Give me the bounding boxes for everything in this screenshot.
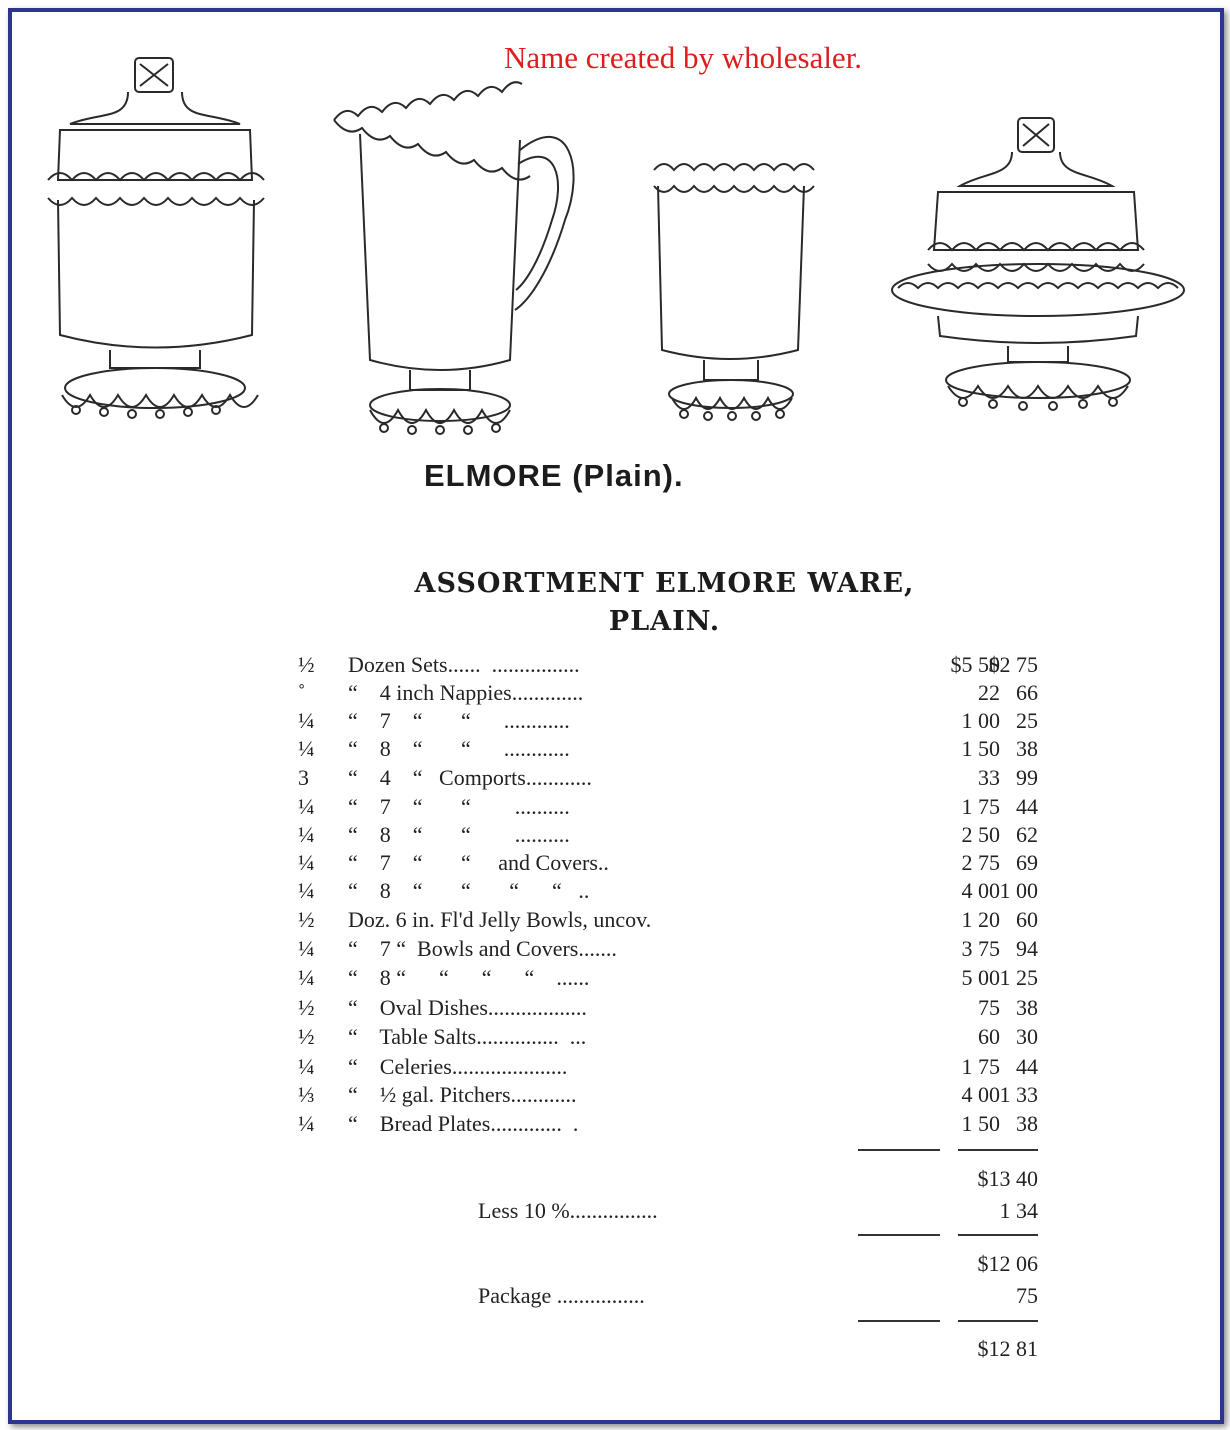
item-description: “ 4 inch Nappies............. bbox=[348, 680, 584, 705]
list-item bbox=[298, 907, 1058, 936]
item-quantity: ˚ bbox=[298, 680, 306, 705]
item-description: “ Celeries..................... bbox=[348, 1054, 568, 1079]
item-extended-price: 25 bbox=[1016, 708, 1038, 733]
item-description: “ 7 “ “ .......... bbox=[348, 794, 570, 819]
item-quantity: ¼ bbox=[298, 822, 315, 847]
list-item bbox=[298, 1054, 1058, 1083]
item-description: “ 8 “ “ “ “ ...... bbox=[348, 965, 590, 990]
item-description: “ Bread Plates............. . bbox=[348, 1111, 579, 1136]
item-price: 1 20 bbox=[961, 907, 1000, 932]
discount-value: 1 34 bbox=[999, 1198, 1038, 1223]
assortment-heading bbox=[312, 565, 1017, 641]
wholesaler-note: Name created by wholesaler. bbox=[504, 40, 863, 75]
list-item bbox=[298, 965, 1058, 994]
item-price: 22 bbox=[978, 680, 1000, 705]
item-quantity: ½ bbox=[298, 652, 315, 677]
item-price: 1 00 bbox=[961, 708, 1000, 733]
item-description: “ 4 “ Comports............ bbox=[348, 765, 592, 790]
item-price: 60 bbox=[978, 1024, 1000, 1049]
item-extended-price: 1 33 bbox=[999, 1082, 1038, 1107]
package-label: Package ................ bbox=[478, 1283, 645, 1308]
package-value: 75 bbox=[1016, 1283, 1038, 1308]
item-quantity: ½ bbox=[298, 1024, 315, 1049]
list-item bbox=[298, 936, 1058, 965]
item-description: “ Table Salts............... ... bbox=[348, 1024, 587, 1049]
pattern-title: ELMORE (Plain). bbox=[424, 458, 684, 493]
item-quantity: ¼ bbox=[298, 1111, 315, 1136]
item-price: 3 75 bbox=[961, 936, 1000, 961]
total-rule bbox=[858, 1149, 940, 1151]
total-rule bbox=[958, 1149, 1038, 1151]
total-rule bbox=[858, 1234, 940, 1236]
item-quantity: 3 bbox=[298, 765, 309, 790]
list-item bbox=[298, 680, 1058, 709]
item-description: “ 7 “ “ and Covers.. bbox=[348, 850, 609, 875]
item-price: 1 75 bbox=[961, 794, 1000, 819]
item-quantity: ¼ bbox=[298, 936, 315, 961]
item-quantity: ¼ bbox=[298, 1054, 315, 1079]
item-quantity: ⅓ bbox=[298, 1082, 315, 1107]
list-item bbox=[298, 1111, 1058, 1140]
item-description: “ ½ gal. Pitchers............ bbox=[348, 1082, 577, 1107]
item-extended-price: 44 bbox=[1016, 794, 1038, 819]
item-quantity: ½ bbox=[298, 907, 315, 932]
list-item bbox=[298, 652, 1058, 681]
item-description: “ 8 “ “ .......... bbox=[348, 822, 570, 847]
item-description: “ 8 “ “ ............ bbox=[348, 736, 570, 761]
item-quantity: ¼ bbox=[298, 736, 315, 761]
item-extended-price: 30 bbox=[1016, 1024, 1038, 1049]
list-item bbox=[298, 1024, 1058, 1053]
item-price: 33 bbox=[978, 765, 1000, 790]
item-extended-price: 38 bbox=[1016, 995, 1038, 1020]
item-quantity: ¼ bbox=[298, 850, 315, 875]
item-price: 5 00 bbox=[961, 965, 1000, 990]
item-price: 1 50 bbox=[961, 736, 1000, 761]
item-description: Dozen Sets...... ................ bbox=[348, 652, 580, 677]
list-item bbox=[298, 850, 1058, 879]
item-extended-price: 94 bbox=[1016, 936, 1038, 961]
item-extended-price: 1 00 bbox=[999, 878, 1038, 903]
subtotal-value: $13 40 bbox=[977, 1166, 1038, 1191]
item-extended-price: $2 75 bbox=[988, 652, 1038, 677]
item-description: “ 7 “ “ ............ bbox=[348, 708, 570, 733]
list-item bbox=[298, 878, 1058, 907]
item-extended-price: 1 25 bbox=[999, 965, 1038, 990]
item-quantity: ¼ bbox=[298, 878, 315, 903]
item-extended-price: 44 bbox=[1016, 1054, 1038, 1079]
item-price: $5 50 bbox=[950, 652, 1000, 677]
item-price: 2 75 bbox=[961, 850, 1000, 875]
item-price: 2 50 bbox=[961, 822, 1000, 847]
item-price: 1 75 bbox=[961, 1054, 1000, 1079]
item-extended-price: 62 bbox=[1016, 822, 1038, 847]
list-item bbox=[298, 995, 1058, 1024]
item-price: 4 00 bbox=[961, 1082, 1000, 1107]
item-extended-price: 99 bbox=[1016, 765, 1038, 790]
covered-butter-dish-icon bbox=[888, 50, 1208, 440]
item-extended-price: 38 bbox=[1016, 1111, 1038, 1136]
item-price: 4 00 bbox=[961, 878, 1000, 903]
item-price: 1 50 bbox=[961, 1111, 1000, 1136]
list-item bbox=[298, 1082, 1058, 1111]
item-quantity: ¼ bbox=[298, 708, 315, 733]
grand-total-value: $12 81 bbox=[977, 1336, 1038, 1361]
list-item bbox=[298, 822, 1058, 851]
celery-vase-icon bbox=[640, 50, 820, 440]
list-item bbox=[298, 794, 1058, 823]
total-rule bbox=[958, 1320, 1038, 1322]
pitcher-icon bbox=[330, 50, 580, 450]
net-value: $12 06 bbox=[977, 1251, 1038, 1276]
item-description: “ 8 “ “ “ “ .. bbox=[348, 878, 590, 903]
item-extended-price: 66 bbox=[1016, 680, 1038, 705]
list-item bbox=[298, 736, 1058, 765]
total-rule bbox=[958, 1234, 1038, 1236]
heading-line-1: ASSORTMENT ELMORE WARE, bbox=[414, 568, 915, 599]
item-price: 75 bbox=[978, 995, 1000, 1020]
heading-line-2: PLAIN. bbox=[608, 606, 721, 637]
covered-jar-icon bbox=[40, 50, 270, 440]
item-extended-price: 38 bbox=[1016, 736, 1038, 761]
item-quantity: ¼ bbox=[298, 965, 315, 990]
total-rule bbox=[858, 1320, 940, 1322]
item-extended-price: 69 bbox=[1016, 850, 1038, 875]
item-description: Doz. 6 in. Fl'd Jelly Bowls, uncov. bbox=[348, 907, 652, 932]
list-item bbox=[298, 765, 1058, 794]
list-item bbox=[298, 708, 1058, 737]
item-description: “ Oval Dishes.................. bbox=[348, 995, 587, 1020]
item-quantity: ½ bbox=[298, 995, 315, 1020]
item-quantity: ¼ bbox=[298, 794, 315, 819]
item-extended-price: 60 bbox=[1016, 907, 1038, 932]
item-description: “ 7 “ Bowls and Covers....... bbox=[348, 936, 617, 961]
discount-label: Less 10 %................ bbox=[478, 1198, 658, 1223]
